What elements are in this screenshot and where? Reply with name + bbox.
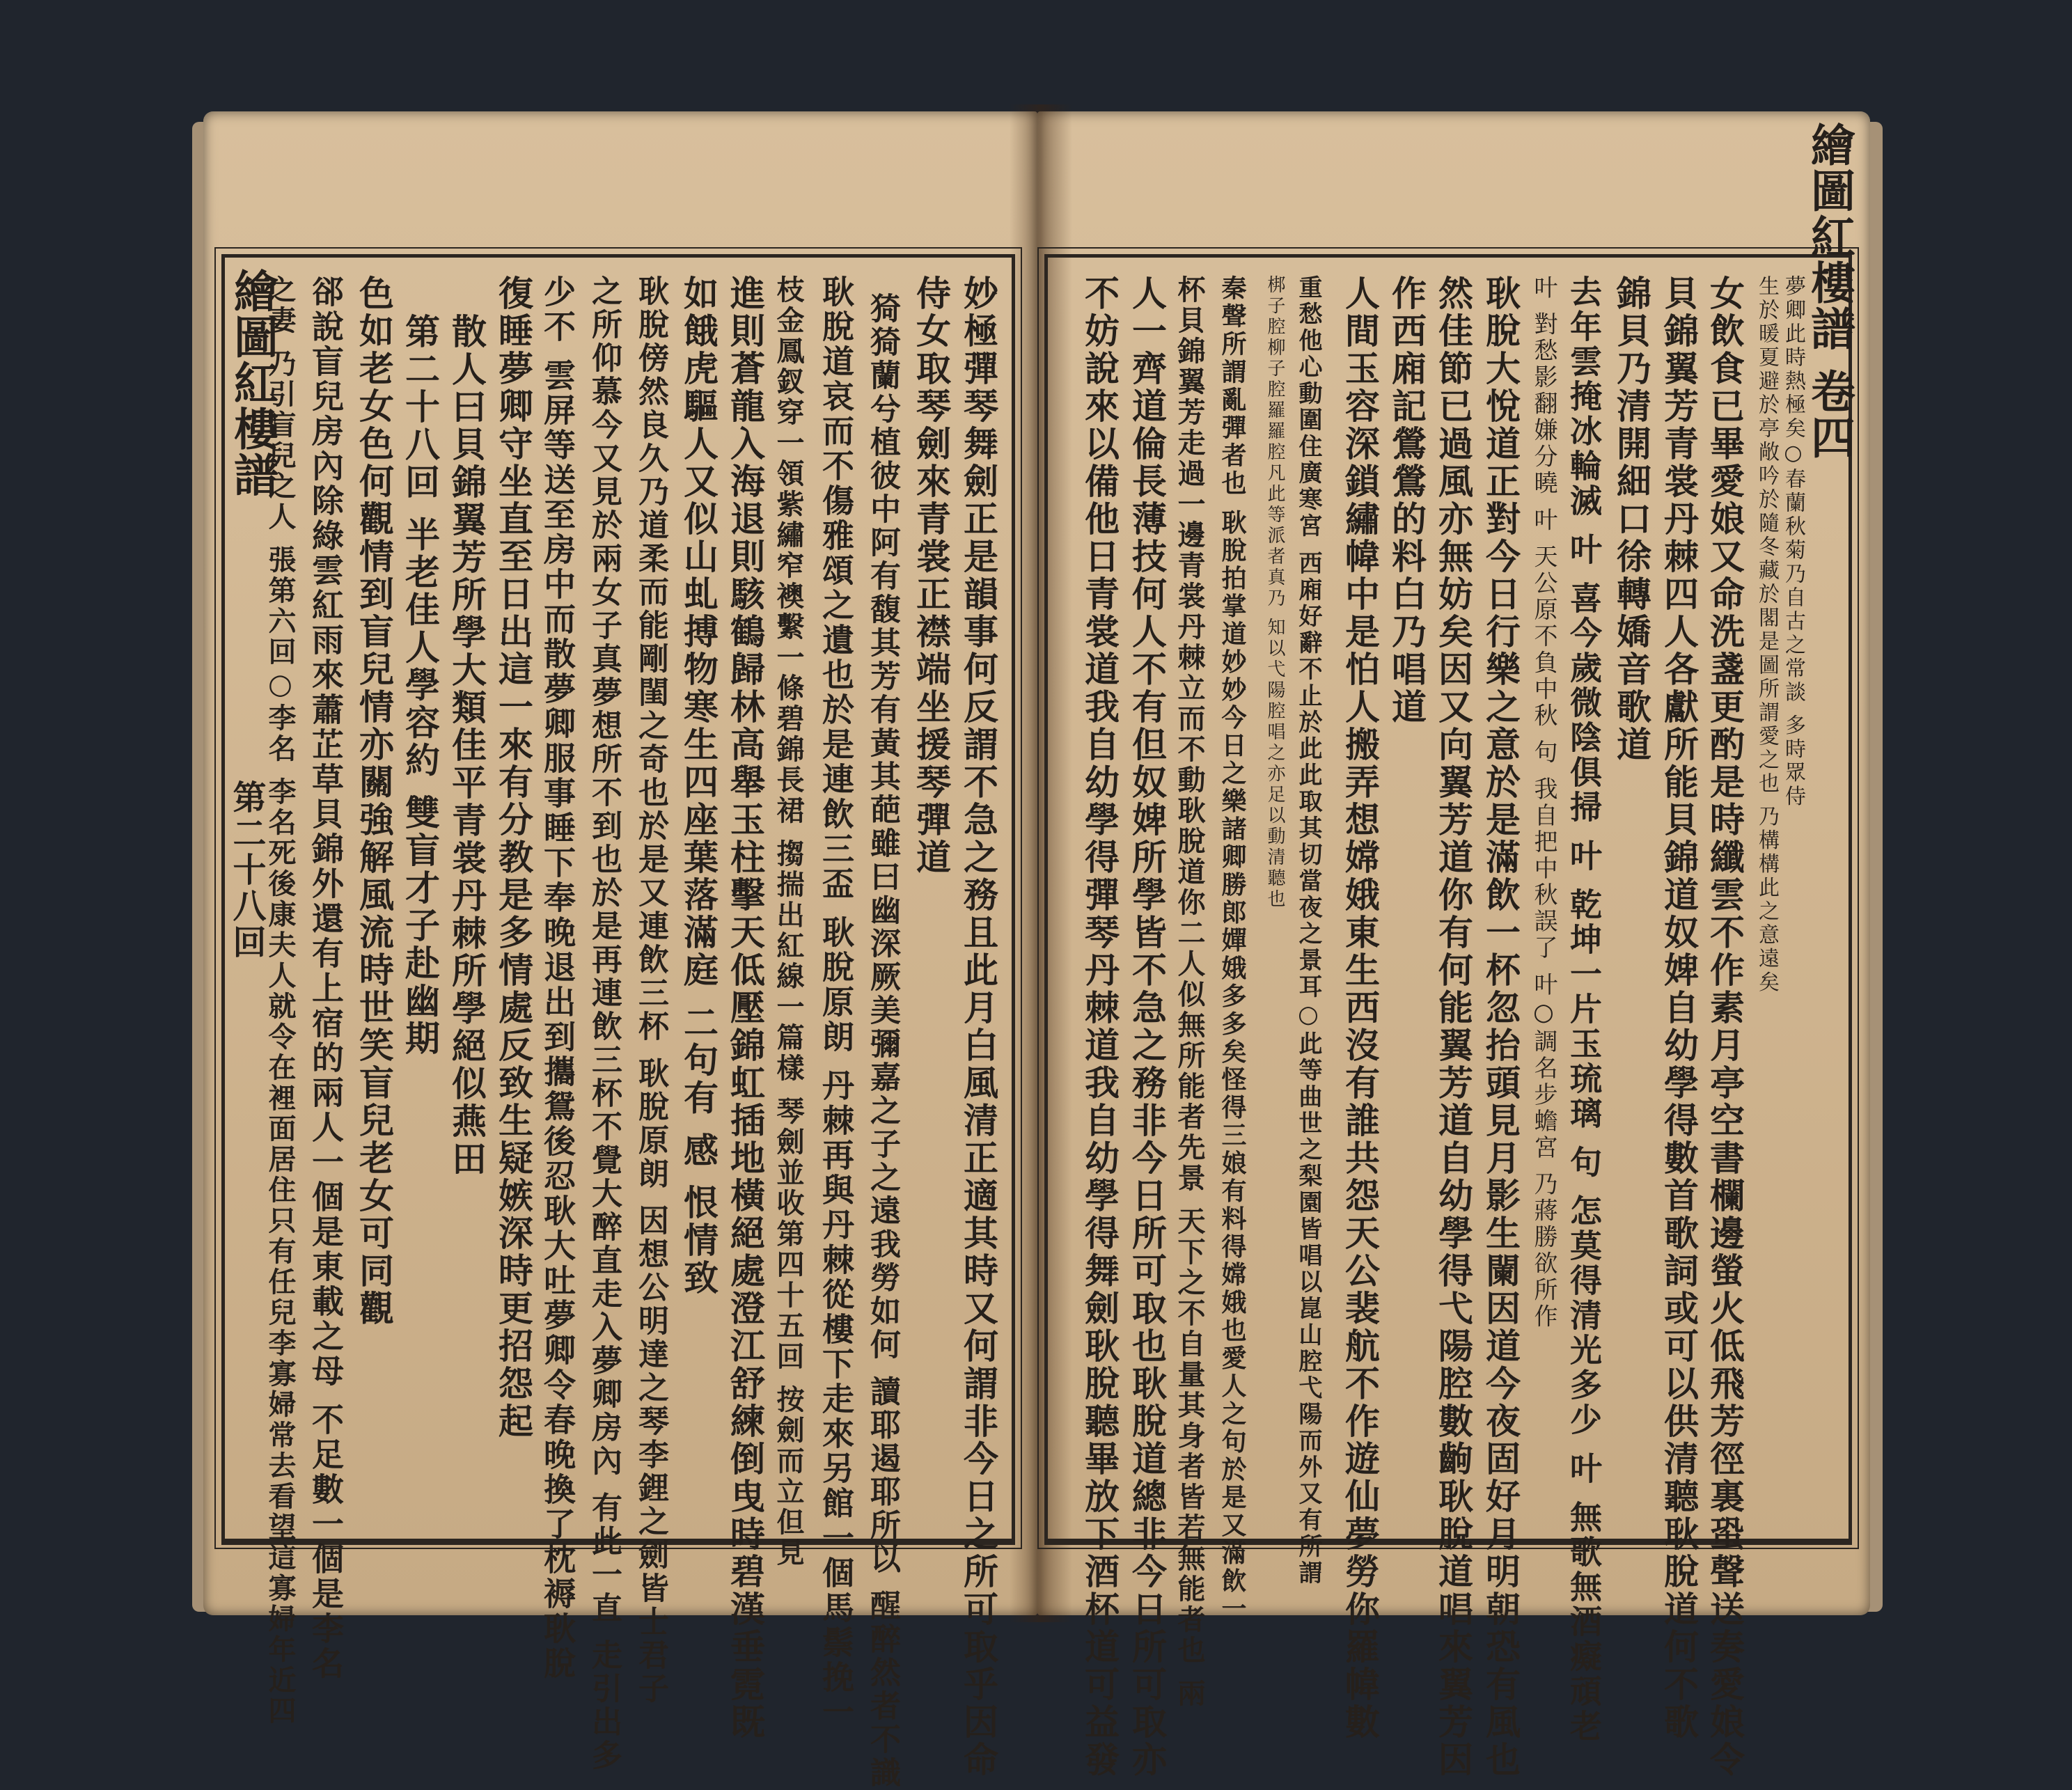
text-column: 散人曰貝錦翼芳所學大類佳平青裳丹棘所學絕似燕田	[446, 313, 487, 1178]
text-column: 去年雲掩冰輪滅 叶 喜今歲微陰俱掃 叶 乾坤一片玉琉璃 句 怎莫得清光多少 叶 無歌無酒癡頑老	[1565, 275, 1603, 1745]
text-column: 猗猗蘭兮植彼中阿有馥其芳有黃其葩雖曰幽深厥美彌嘉之子之遠我勞如何 讀耶遏耶所以 醒醉然者不識	[865, 292, 900, 1790]
text-column: 夢卿此時熱極矣○春蘭秋菊乃自古之常談 多時眾侍	[1781, 275, 1805, 809]
text-column: 秦聲所謂亂彈者也 耿脫拍掌道妙妙今日之樂諸卿勝郎嬋娥多多矣怪得三娘有料得嫦娥也愛人之句於是又滿飲一	[1218, 275, 1247, 1624]
text-column: 梆子腔柳子腔羅羅腔凡此等派者真乃 知以弋陽腔唱之亦足以動清聽也	[1264, 275, 1285, 911]
text-column: 女飲食已畢愛娘又命洗盞更酌是時纖雲不作素月亭空書欄邊螢火低飛芳徑裏蛩聲送奏愛娘令	[1704, 275, 1745, 1779]
text-column: 枝金鳳釵穿一領紫繡窄襖繫一條碧錦長裙 搊揣出紅線一篇樣 琴劍並收第四十五回 按劍而立但見	[772, 275, 805, 1569]
text-column: 作西廂記鶯鶯的料白乃唱道	[1386, 275, 1427, 726]
text-column: 重愁他心動圍住廣寒宮 西廂好辭不止於此此取其切當夜之景耳○此等曲世之梨園皆唱以崑山腔弋陽而外又有所謂	[1294, 275, 1322, 1587]
text-column: 貝錦翼芳青裳丹棘四人各獻所能貝錦道奴婢自幼學得數首歌詞或可以供清聽耿脫道何不歌	[1658, 275, 1700, 1741]
text-column: 人一齊道倫長薄技何人不有但奴婢所學皆不急之務非今日所可取也耿脫道總非今日所可取亦	[1127, 275, 1168, 1779]
text-column: 色如老女色何觀情到盲兒情亦關強解風流時世笑盲兒老女可同觀	[354, 275, 395, 1328]
left-margin-title: 繪圖紅樓譜	[226, 268, 278, 498]
text-column: 叶 對愁影翻嫌分曉 叶 天公原不負中秋 句 我自把中秋誤了 叶○調名步蟾宮 乃蔣勝欲所作	[1530, 275, 1557, 1330]
text-column: 人間玉容深鎖繡幃中是怕人搬弄想嫦娥東生西沒有誰共怨天公裴航不作遊仙夢勞你羅幃數	[1340, 275, 1381, 1741]
text-column: 如餓虎驅人又似山虬搏物寒生四座葉落滿庭 二句有 感 恨情致	[678, 275, 719, 1298]
text-column: 妙極彈琴舞劍正是韻事何反謂不急之務且此月白風清正適其時又何謂非今日之所可取乎因命	[958, 275, 999, 1779]
right-margin-title: 繪圖紅樓譜 卷四	[1803, 122, 1855, 461]
text-column: 復睡夢卿守坐直至日出這一來有分教是多情處反致生疑嫉深時更招怨起	[493, 275, 534, 1440]
text-column: 之所仰慕今又見於兩女子真夢想所不到也於是再連飲三杯不覺大醉直走入夢卿房內 有此一直 走引出多	[586, 275, 622, 1773]
left-chapter-marker: 第二十八回	[227, 780, 266, 961]
text-column: 耿脫傍然良久乃道柔而能剛閨之奇也於是又連飲三杯 耿脫原朗 因想公明達之琴李鋰之劍皆士君子	[633, 275, 668, 1706]
text-column: 少不 雲屏等送至房中而散夢卿服事睡下奉晚退出到攜鴛後忍耿大吐夢卿令春晚換了枕褥耿脫	[539, 275, 576, 1682]
text-column: 之妻 乃引盲兒之人 張第六回○李名 李名死後康夫人就令在裡面居住只有任兒李寡婦常去看望這寡婦年近四	[264, 275, 297, 1727]
text-column: 進則蒼龍入海退則駭鶴歸林高舉玉柱擊天低壓錦虹插地橫絕處澄江舒練倒曳時碧漢垂霓既	[725, 275, 766, 1741]
text-column: 杯貝錦翼芳走過一邊青裳丹棘立而不動耿脫道你二人似無所能者先景 天下之不自量其身者皆若無能者也 兩	[1173, 275, 1206, 1709]
text-column: 不妨說來以備他日青裳道我自幼學得彈琴丹棘道我自幼學得舞劍耿脫聽畢放下酒杯道可益發	[1079, 275, 1120, 1779]
text-column: 生於暖夏避於亭敞吟於隨冬藏於閣是圖所謂愛之也 乃構構此之意遠矣	[1755, 275, 1779, 995]
text-column: 侍女取琴劍來青裳正襟端坐援琴彈道	[911, 275, 952, 877]
text-column: 郤說盲兒房內除綠雲紅雨來蕭芷草貝錦外還有上宿的兩人一個是東載之母 不足數一個是李名	[307, 275, 345, 1682]
text-column: 耿脫大悅道正對今日行樂之意於是滿飲一杯忽抬頭見月影生闌因道今夜固好月明朝恐有風也	[1480, 275, 1521, 1779]
text-column: 耿脫道哀而不傷雅頌之遺也於是連飲三盃 耿脫原朗 丹棘再與丹棘從樓下走來另館一個馬鬃挽一	[817, 275, 855, 1731]
text-column: 錦貝乃清開細口徐轉嬌音歌道	[1611, 275, 1652, 764]
text-column: 然佳節已過風亦無妨矣因又向翼芳道你有何能翼芳道自幼學得弋陽腔數齣耿脫道唱來翼芳因	[1433, 275, 1474, 1779]
chapter-heading: 第二十八回 半老佳人學容約 雙盲才子赴幽期	[400, 313, 441, 1058]
